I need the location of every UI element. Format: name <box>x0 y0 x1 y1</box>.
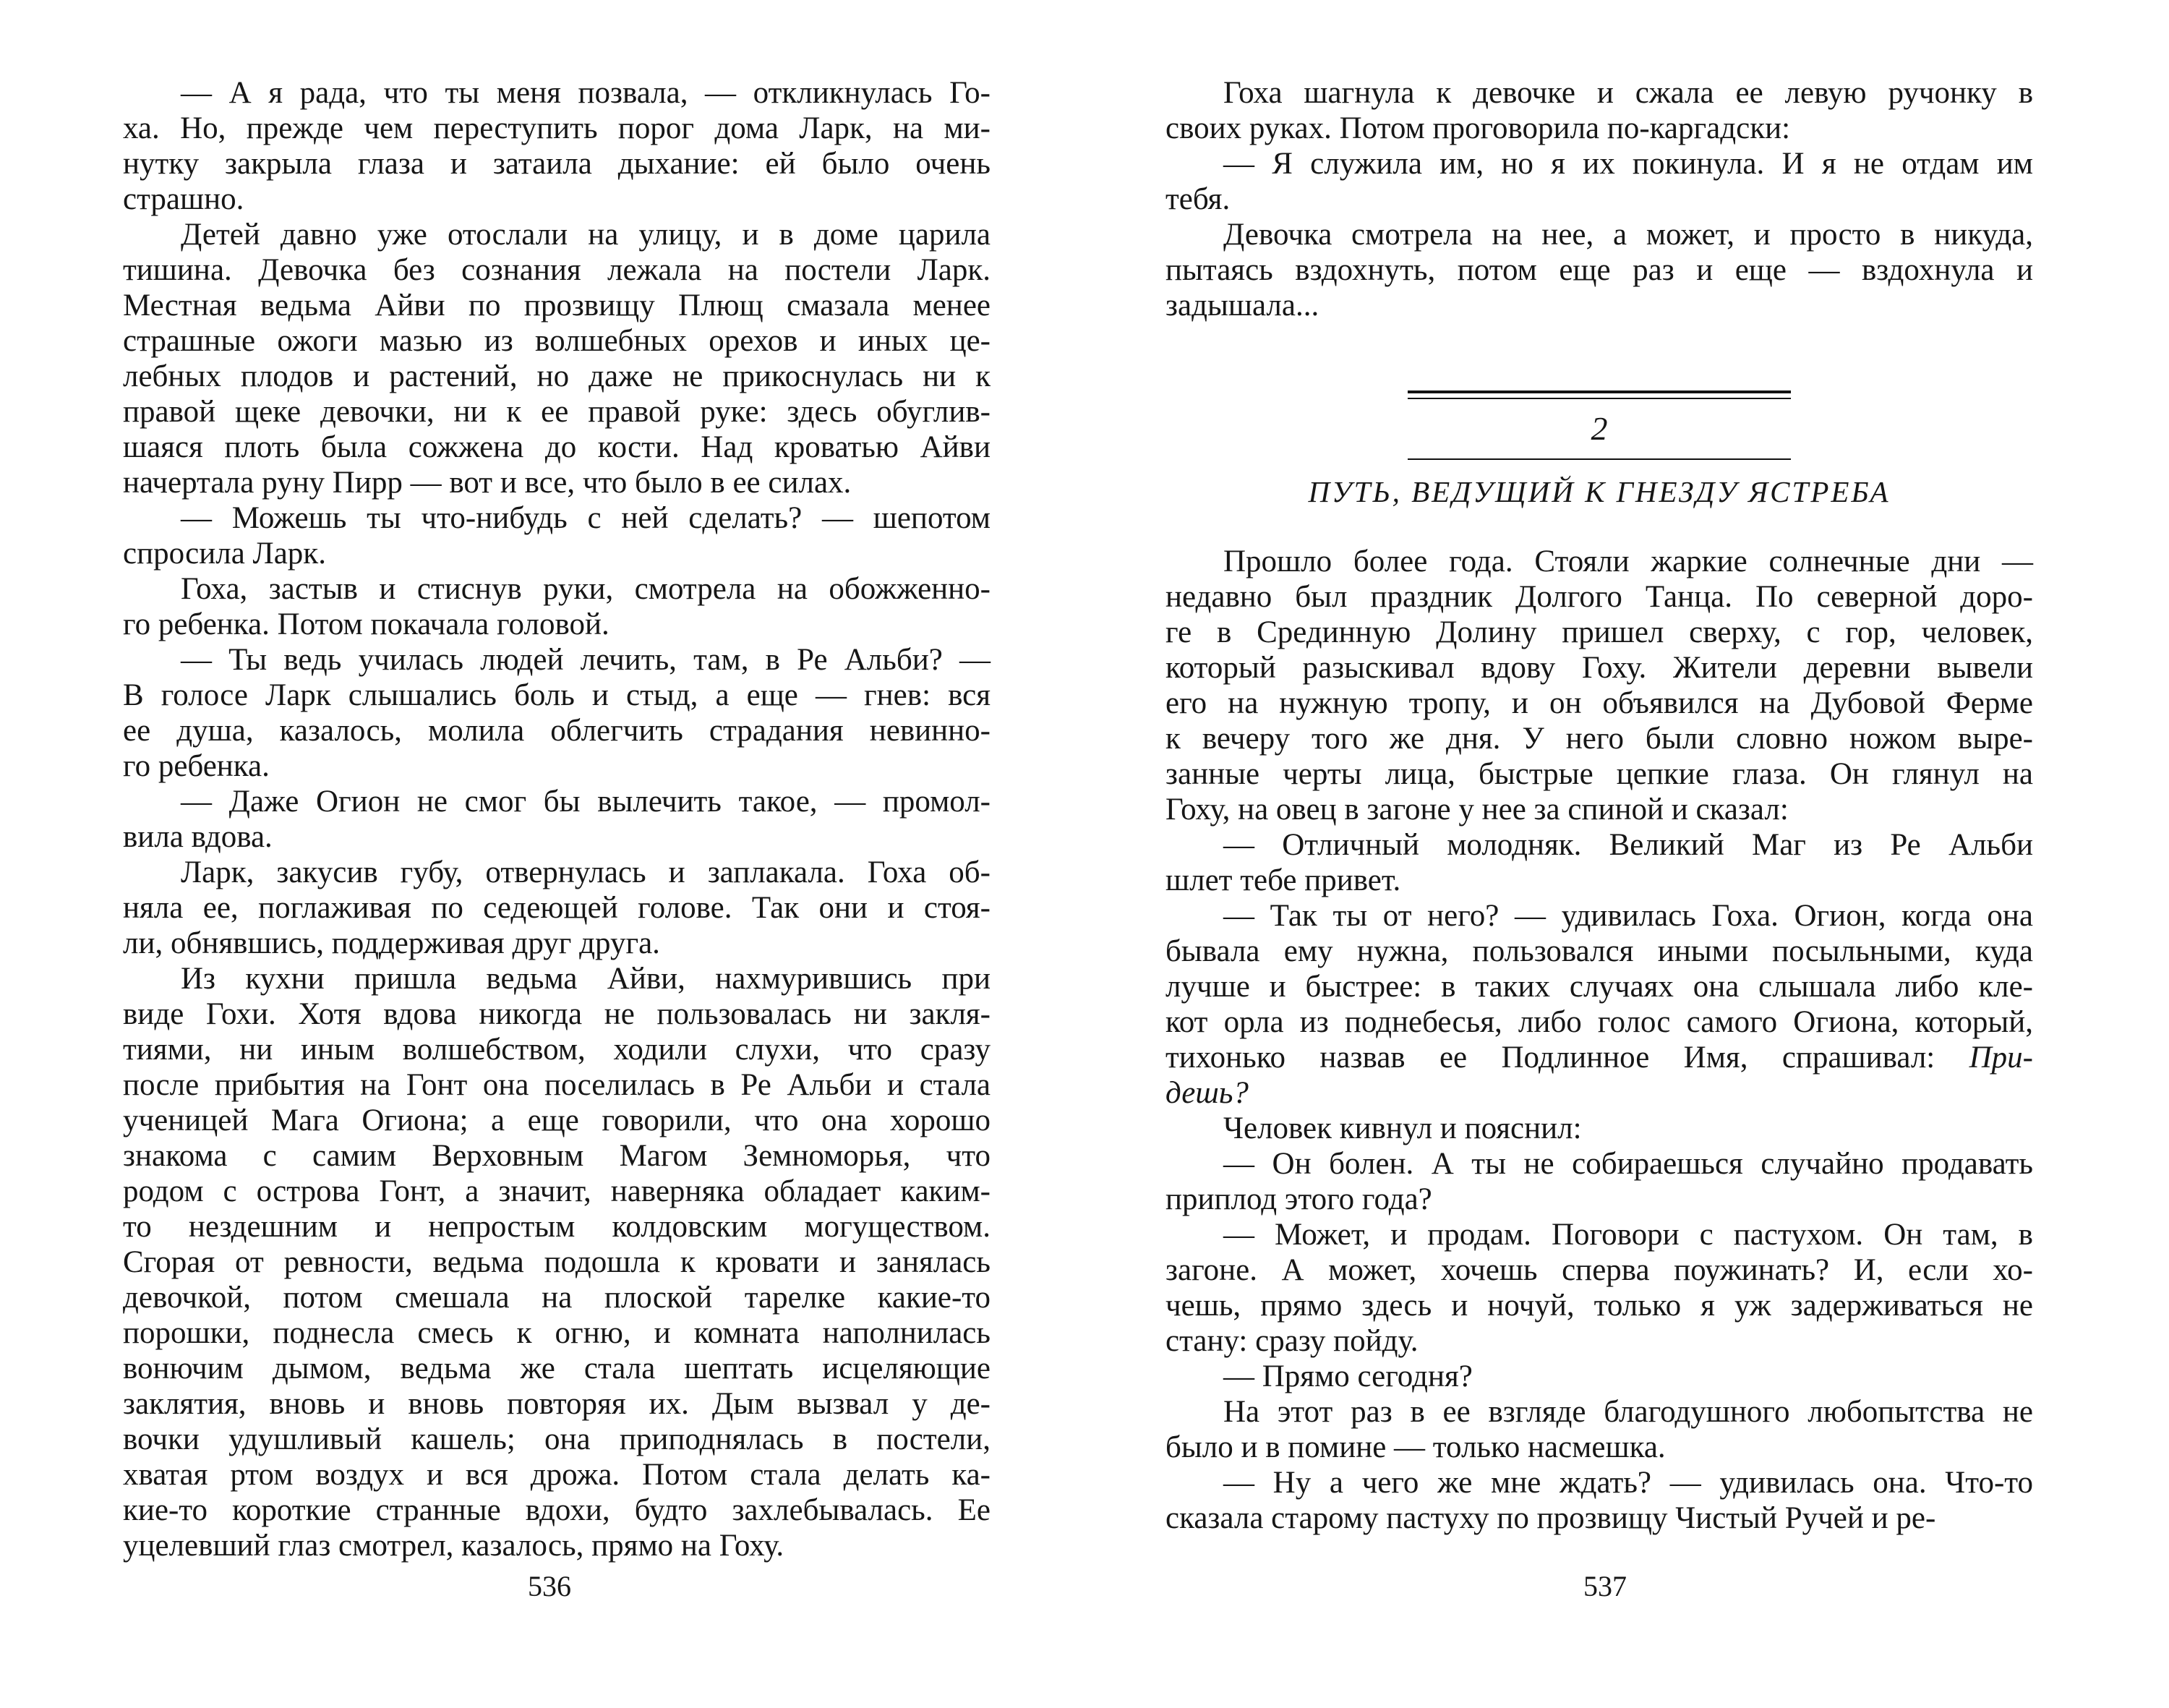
text-line: то нездешним и непростым колдовским могуществом. <box>123 1210 991 1244</box>
text-line: — Ну а чего же мне ждать? — удивилась она. Что-то <box>1223 1466 2033 1500</box>
paragraph <box>123 961 991 1563</box>
text-line: В голосе Ларк слышались боль и стыд, а еще — гнев: вся <box>123 678 991 712</box>
text-line: который разыскивал вдову Гоху. Жители деревни вывели <box>1165 651 2033 685</box>
text-line: го ребенка. Потом покачала головой. <box>123 607 609 641</box>
text-line: Ларк, закусив губу, отвернулась и заплакала. Гоха об- <box>181 855 991 889</box>
text-line: вочки удушливый кашель; она приподнялась в постели, <box>123 1422 991 1456</box>
chapter-title: ПУТЬ, ВЕДУЩИЙ К ГНЕЗДУ ЯСТРЕБА <box>1308 475 1891 508</box>
text-line: На этот раз в ее взгляде благодушного любопытства не <box>1223 1395 2033 1429</box>
text-line: — Можешь ты что-нибудь с ней сделать? — шепотом <box>181 501 991 535</box>
italic-word: дешь? <box>1165 1076 1249 1110</box>
text-line: бывала ему нужна, пользовался иными посыльными, куда <box>1165 934 2033 968</box>
text-line: тебя. <box>1165 182 1231 216</box>
text-line: Гоха, застыв и стиснув руки, смотрела на обожженно- <box>181 572 991 606</box>
paragraph <box>123 217 991 500</box>
text-line: лучше и быстрее: в таких случаях она слышала либо кле- <box>1165 970 2033 1004</box>
text-line: го ребенка. <box>123 749 270 783</box>
chapter-rule-bottom <box>1408 458 1791 460</box>
paragraph <box>123 500 991 571</box>
text-line: знакома с самим Верховным Магом Земноморья, что <box>123 1139 991 1173</box>
text-line: правой щеке девочки, ни к ее правой руке: здесь обуглив- <box>123 395 991 429</box>
text-line: начертала руну Пирр — вот и все, что было в ее силах. <box>123 466 852 500</box>
text-line: — Может, и продам. Поговори с пастухом. Он там, в <box>1223 1218 2033 1252</box>
paragraph <box>123 75 991 217</box>
text-line: — Я служила им, но я их покинула. И я не отдам им <box>1223 147 2033 181</box>
page-number-left: 536 <box>528 1570 571 1602</box>
paragraph <box>1165 544 2033 827</box>
paragraph <box>1165 1146 2033 1217</box>
paragraph <box>123 642 991 784</box>
paragraph <box>1165 898 2033 1111</box>
text-line: сказала старому пастуху по прозвищу Чистый Ручей и ре- <box>1165 1501 1936 1535</box>
text-line: занные черты лица, быстрые цепкие глаза. Он глянул на <box>1165 757 2033 791</box>
text-line: ха. Но, прежде чем переступить порог дома Ларк, на ми- <box>123 111 991 145</box>
text-line: ге в Срединную Долину пришел сверху, с гор, человек, <box>1165 615 2033 649</box>
text-line: пытаясь вздохнуть, потом еще раз и еще — вздохнула и <box>1165 253 2033 287</box>
paragraph <box>123 855 991 961</box>
text-line: родом с острова Гонт, а значит, наверняка обладает каким- <box>123 1174 991 1208</box>
text-line: — Так ты от него? — удивилась Гоха. Огион, когда она <box>1223 899 2033 933</box>
text-line: страшно. <box>123 182 244 216</box>
text-line: виде Гохи. Хотя вдова никогда не пользовалась ни закля- <box>123 997 991 1031</box>
text-line: шаяся плоть была сожжена до кости. Над кроватью Айви <box>123 430 991 464</box>
text-line: вонючим дымом, ведьма же стала шептать исцеляющие <box>123 1352 991 1385</box>
text-line: спросила Ларк. <box>123 537 326 571</box>
text-line: Местная ведьма Айви по прозвищу Плющ смазала менее <box>123 289 991 323</box>
paragraph <box>123 784 991 855</box>
text-line: — Он болен. А ты не собираешься случайно продавать <box>1223 1147 2033 1181</box>
text-line: Сгорая от ревности, ведьма подошла к кровати и занялась <box>123 1245 991 1279</box>
text-line: тихонько назвав ее Подлинное Имя, спрашивал: При- <box>1165 1041 2033 1075</box>
paragraph <box>123 571 991 642</box>
text-line: Детей давно уже отослали на улицу, и в доме царила <box>181 218 991 252</box>
text-line: заклятия, вновь и вновь повторяя их. Дым вызвал у де- <box>123 1387 991 1421</box>
text-line: няла ее, поглаживая по седеющей голове. Так они и стоя- <box>123 891 991 925</box>
chapter-number: 2 <box>1591 410 1608 447</box>
text-line: к вечеру того же дня. У него были словно ножом выре- <box>1165 722 2033 756</box>
text-line: Девочка смотрела на нее, а может, и просто в никуда, <box>1223 218 2033 252</box>
paragraph <box>1165 827 2033 898</box>
paragraph <box>1165 1217 2033 1359</box>
text-line: кие-то короткие странные вдохи, будто захлебывалась. Ее <box>123 1493 991 1527</box>
text-line: недавно был праздник Долгого Танца. По северной доро- <box>1165 580 2033 614</box>
text-line: его на нужную тропу, и он объявился на Дубовой Ферме <box>1165 686 2033 720</box>
text-line: шлет тебе привет. <box>1165 863 1401 897</box>
text-line: уцелевший глаз смотрел, казалось, прямо на Гоху. <box>123 1529 784 1563</box>
paragraph <box>1165 1111 2033 1146</box>
paragraph <box>1165 75 2033 146</box>
paragraph <box>1165 146 2033 217</box>
text-line: стану: сразу пойду. <box>1165 1324 1419 1358</box>
text-line: ли, обнявшись, поддерживая друг друга. <box>123 926 660 960</box>
text-line: Гоха шагнула к девочке и сжала ее левую ручонку в <box>1223 76 2033 110</box>
chapter-rule-top-thin <box>1408 398 1791 399</box>
text-line: — Даже Огион не смог бы вылечить такое, — промол- <box>181 785 991 819</box>
italic-word: При- <box>1969 1041 2033 1075</box>
text-line: было и в помине — только насмешка. <box>1165 1430 1666 1464</box>
right-page-text-top <box>1165 75 2033 323</box>
text-line: — Прямо сегодня? <box>1223 1359 1473 1393</box>
text-line: тишина. Девочка без сознания лежала на постели Ларк. <box>123 253 991 287</box>
text-line: ученицей Мага Огиона; а еще говорили, что она хорошо <box>123 1103 991 1137</box>
left-page <box>0 0 1084 1708</box>
paragraph <box>1165 1394 2033 1465</box>
text-line: загоне. А может, хочешь сперва поужинать? И, если хо- <box>1165 1253 2033 1287</box>
text-line: чешь, прямо здесь и ночуй, только я уж задерживаться не <box>1165 1289 2033 1323</box>
text-line: задышала... <box>1165 289 1319 323</box>
chapter-rule-top <box>1408 390 1791 393</box>
text-line: хватая ртом воздух и вся дрожа. Потом стала делать ка- <box>123 1458 991 1492</box>
text-line: тиями, ни иным волшебством, ходили слухи, что сразу <box>123 1033 991 1067</box>
paragraph <box>1165 1465 2033 1536</box>
text-line: своих руках. Потом проговорила по-каргадски: <box>1165 111 1791 145</box>
left-page-text <box>123 75 991 1563</box>
text-line: Прошло более года. Стояли жаркие солнечные дни — <box>1223 545 2033 578</box>
right-page-text-bottom <box>1165 544 2033 1536</box>
text-line: Человек кивнул и пояснил: <box>1223 1111 1582 1145</box>
text-line: приплод этого года? <box>1165 1182 1432 1216</box>
text-line: — Ты ведь училась людей лечить, там, в Ре Альби? — <box>181 643 991 677</box>
text-line: лебных плодов и растений, но даже не прикоснулась ни к <box>123 359 991 393</box>
right-page <box>1084 0 2169 1708</box>
paragraph <box>1165 217 2033 323</box>
text-line: страшные ожоги мазью из волшебных орехов и иных це- <box>123 324 991 358</box>
text-line: нутку закрыла глаза и затаила дыхание: ей было очень <box>123 147 991 181</box>
text-line: порошки, поднесла смесь к огню, и комната наполнилась <box>123 1316 991 1350</box>
text-line: девочкой, потом смешала на плоской тарелке какие-то <box>123 1281 991 1315</box>
text-line: ее душа, казалось, молила облегчить страдания невинно- <box>123 714 991 748</box>
text-line: кот орла из поднебесья, либо голос самого Огиона, который, <box>1165 1005 2033 1039</box>
paragraph <box>1165 1359 2033 1394</box>
text-line: — Отличный молодняк. Великий Маг из Ре Альби <box>1223 828 2033 862</box>
text-line: — А я рада, что ты меня позвала, — откликнулась Го- <box>181 76 991 110</box>
text-line: Гоху, на овец в загоне у нее за спиной и сказал: <box>1165 793 1789 827</box>
text-line: Из кухни пришла ведьма Айви, нахмурившись при <box>181 962 991 996</box>
text-line: после прибытия на Гонт она поселилась в Ре Альби и стала <box>123 1068 991 1102</box>
page-number-right: 537 <box>1583 1570 1627 1602</box>
text-line: вила вдова. <box>123 820 273 854</box>
